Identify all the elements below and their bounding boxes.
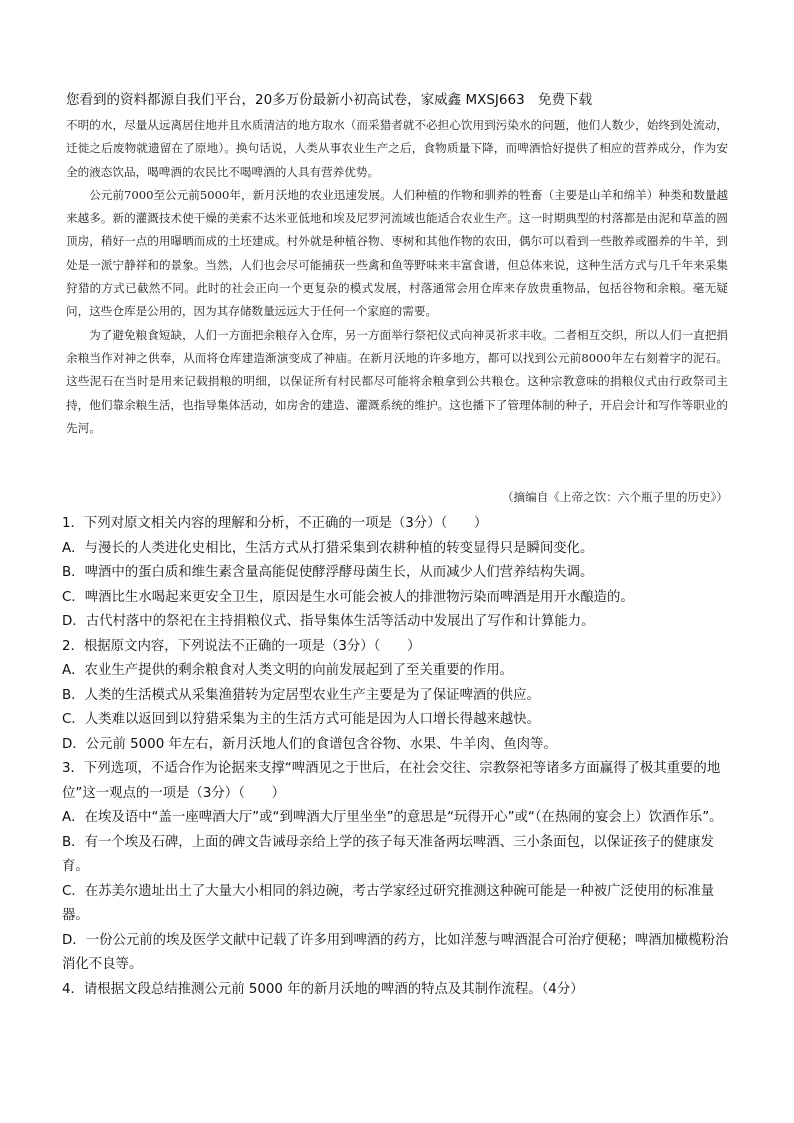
question-2 bbox=[62, 635, 738, 758]
answer-option: A．农业生产提供的剩余粮食对人类文明的向前发展起到了至关重要的作用。 bbox=[62, 663, 514, 678]
passage-paragraph: 不明的水，尽量从远离居住地并且水质清洁的地方取水（而采猎者就不必担心饮用到污染水的问题，他们人数少，始终到处流动，迁徙之后废物就遗留在了原地）。换句话说，人类从事农业生产之后，食物质量下降，而啤酒恰好提供了相应的营养成分，作为安全的液态饮品，喝啤酒的农民比不喝啤酒的人具有营养优势。 bbox=[66, 118, 728, 179]
passage-paragraph: 公元前7000至公元前5000年，新月沃地的农业迅速发展。人们种植的作物和驯养的牲畜（主要是山羊和绵羊）种类和数量越来越多。新的灌溉技术使干燥的美索不达米亚低地和埃及尼罗河流域也能适合农业生产。这一时期典型的村落都是由泥和草盖的圆顶房，稍好一点的用曝晒而成的土坯建成。村外就是种植谷物、枣树和其他作物的农田，偶尔可以看到一些散养或圈养的牛羊，到处是一派宁静祥和的景象。当然，人们也会尽可能捕获一些禽和鱼等野味来丰富食谱，但总体来说，这种生活方式与几千年来采集狩猎的方式已截然不同。此时的社会正向一个更复杂的模式发展，村落通常会用仓库来存放贵重物品，包括谷物和余粮。毫无疑问，这些仓库是公用的，因为其存储数量远远大于任何一个家庭的需要。 bbox=[66, 187, 728, 319]
reading-passage bbox=[66, 114, 728, 440]
answer-option: B．人类的生活模式从采集渔猎转为定居型农业生产主要是为了保证啤酒的供应。 bbox=[62, 687, 540, 703]
passage-paragraph: 为了避免粮食短缺，人们一方面把余粮存入仓库，另一方面举行祭祀仪式向神灵祈求丰收。二者相互交织，所以人们一直把捐余粮当作对神之供奉，从而将仓库建造渐演变成了神庙。在新月沃地的许多地方，都可以找到公元前8000年左右刻着字的泥石。这些泥石在当时是用来记载捐粮的明细，以保证所有村民都尽可能将余粮拿到公共粮仓。这种宗教意味的捐粮仪式由行政祭司主持，他们靠余粮生活，也指导集体活动，如房舍的建造、灌溉系统的维护。这也播下了管理体制的种子，开启会计和写作等职业的先河。 bbox=[66, 327, 728, 435]
answer-option: A．与漫长的人类进化史相比，生活方式从打猎采集到农耕种植的转变显得只是瞬间变化。 bbox=[62, 540, 594, 556]
answer-option: D．一份公元前的埃及医学文献中记载了许多用到啤酒的药方，比如洋葱与啤酒混合可治疗便秘；啤酒加橄榄粉治消化不良等。 bbox=[62, 932, 729, 972]
question-stem: 3．下列选项，不适合作为论据来支撑“啤酒见之于世后，在社会交往、宗教祭祀等诸多方面赢得了极其重要的地位”这一观点的一项是（3分）（ ） bbox=[62, 761, 721, 801]
question-list bbox=[62, 512, 738, 1002]
answer-option: C．在苏美尔遗址出土了大量大小相同的斜边碗，考古学家经过研究推测这种碗可能是一种被广泛使用的标准量器。 bbox=[62, 883, 715, 923]
question-4 bbox=[62, 978, 738, 1003]
answer-option: C．人类难以返回到以狩猎采集为主的生活方式可能是因为人口增长得越来越快。 bbox=[62, 712, 541, 727]
promo-header: 您看到的资料都源自我们平台，20多万份最新小初高试卷，家威鑫 MXSJ663 免费下载 bbox=[66, 92, 593, 108]
answer-option: C．啤酒比生水喝起来更安全卫生，原因是生水可能会被人的排泄物污染而啤酒是用开水酿造的。 bbox=[62, 589, 634, 605]
answer-option: B．有一个埃及石碑，上面的碑文告诫母亲给上学的孩子每天准备两坛啤酒、三小条面包，以保证孩子的健康发育。 bbox=[62, 834, 714, 874]
question-stem: 1．下列对原文相关内容的理解和分析，不正确的一项是（3分）（ ） bbox=[62, 516, 488, 531]
passage-source: （摘编自《上帝之饮：六个瓶子里的历史》） bbox=[501, 490, 728, 504]
answer-option: D．公元前 5000 年左右，新月沃地人们的食谱包含谷物、水果、牛羊肉、鱼肉等。 bbox=[62, 736, 557, 752]
question-1 bbox=[62, 512, 738, 635]
question-stem: 4．请根据文段总结推测公元前 5000 年的新月沃地的啤酒的特点及其制作流程。（4分） bbox=[62, 981, 584, 997]
answer-option: D．古代村落中的祭祀在主持捐粮仪式、指导集体生活等活动中发展出了写作和计算能力。 bbox=[62, 614, 595, 629]
question-stem: 2．根据原文内容，下列说法不正确的一项是（3分）（ ） bbox=[62, 638, 421, 654]
answer-option: A．在埃及语中“盖一座啤酒大厅”或“到啤酒大厅里坐坐”的意思是“玩得开心”或“（在热闹的宴会上）饮酒作乐”。 bbox=[62, 810, 723, 825]
answer-option: B．啤酒中的蛋白质和维生素含量高能促使酵浮酵母菌生长，从而减少人们营养结构失调。 bbox=[62, 565, 594, 580]
question-3 bbox=[62, 757, 738, 978]
